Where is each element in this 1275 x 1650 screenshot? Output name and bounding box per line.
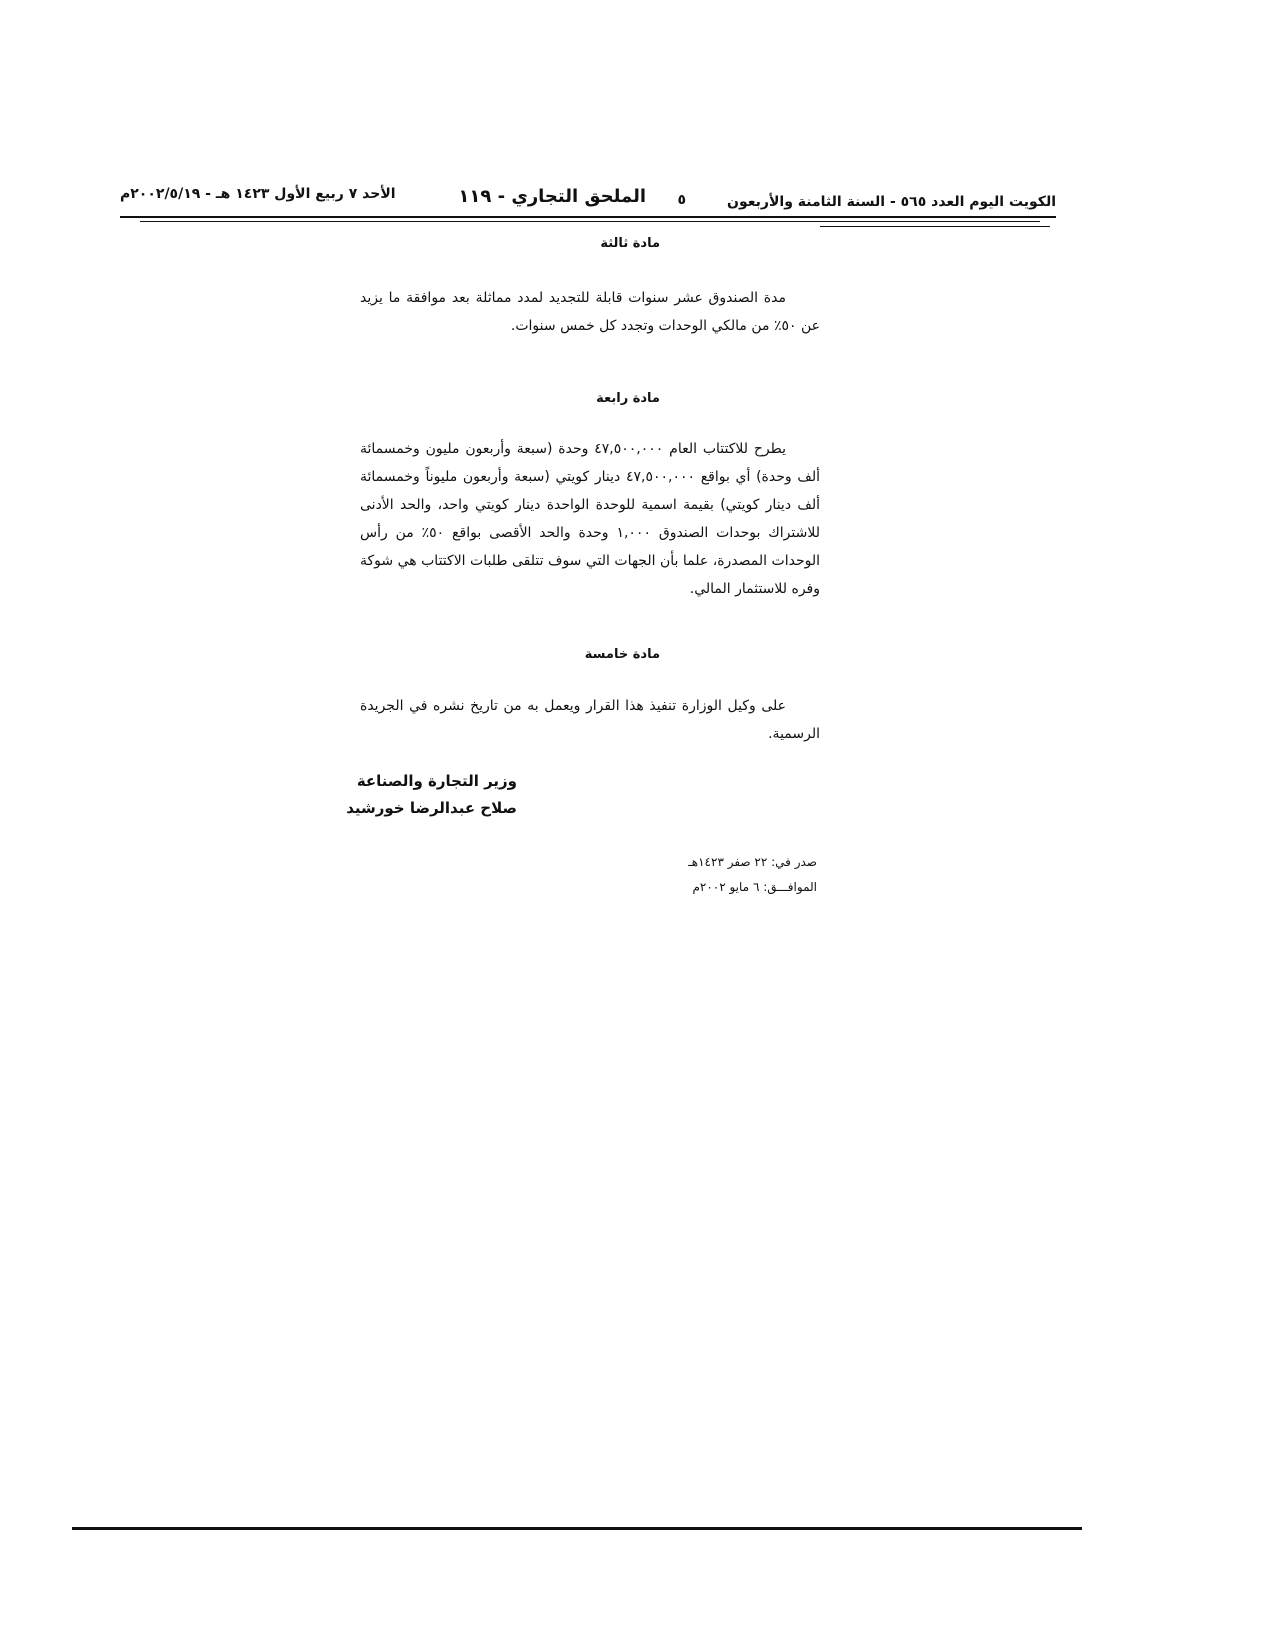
issued-hijri-date: صدر في: ٢٢ صفر ١٤٢٣هـ: [688, 855, 817, 869]
footer-rule: [72, 1527, 1082, 1530]
article-3-body: [360, 284, 820, 340]
header-publication: الكويت اليوم العدد ٥٦٥ - السنة الثامنة والأربعون: [727, 194, 1056, 210]
signature-title: وزير التجارة والصناعة: [356, 772, 517, 790]
signature-name: صلاح عبدالرضا خورشيد: [346, 799, 517, 817]
article-4-body: [360, 435, 820, 603]
header-supplement: الملحق التجاري - ١١٩: [458, 186, 646, 207]
header-rule-secondary: [140, 221, 1040, 222]
issued-gregorian-date: الموافـــق: ٦ مايو ٢٠٠٢م: [692, 880, 817, 894]
article-5-title: مادة خامسة: [584, 647, 660, 662]
header-page-number: ٥: [677, 192, 686, 208]
header-date: الأحد ٧ ربيع الأول ١٤٢٣ هـ - ٢٠٠٢/٥/١٩م: [120, 186, 396, 202]
article-3-text: مدة الصندوق عشر سنوات قابلة للتجديد لمدد مماثلة بعد موافقة ما يزيد عن ٥٠٪ من مالكي الوحدات وتجدد كل خمس سنوات.: [360, 290, 820, 334]
article-4-title: مادة رابعة: [596, 391, 660, 406]
article-5-body: [360, 692, 820, 748]
header-rule-short: [820, 226, 1050, 227]
article-3-title: مادة ثالثة: [600, 236, 660, 251]
article-4-text: يطرح للاكتتاب العام ٤٧,٥٠٠,٠٠٠ وحدة (سبعة وأربعون مليون وخمسمائة ألف وحدة) أي بواقع ٤٧,٥٠٠,٠٠٠ دينار كويتي (سبعة وأربعون مليوناً وخمسمائة ألف دينار كويتي) بقيمة اسمية للوحدة الواحدة دينار كويتي واحد، والحد الأدنى للاشتراك بوحدات الصندوق ١,٠٠٠ وحدة والحد الأقصى بواقع ٥٠٪ من رأس الوحدات المصدرة، علما بأن الجهات التي سوف تتلقى طلبات الاكتتاب هي شوكة وفره للاستثمار المالي.: [360, 441, 820, 597]
header-rule: [120, 216, 1056, 218]
page-header: [120, 184, 1056, 220]
article-5-text: على وكيل الوزارة تنفيذ هذا القرار ويعمل به من تاريخ نشره في الجريدة الرسمية.: [360, 698, 820, 742]
